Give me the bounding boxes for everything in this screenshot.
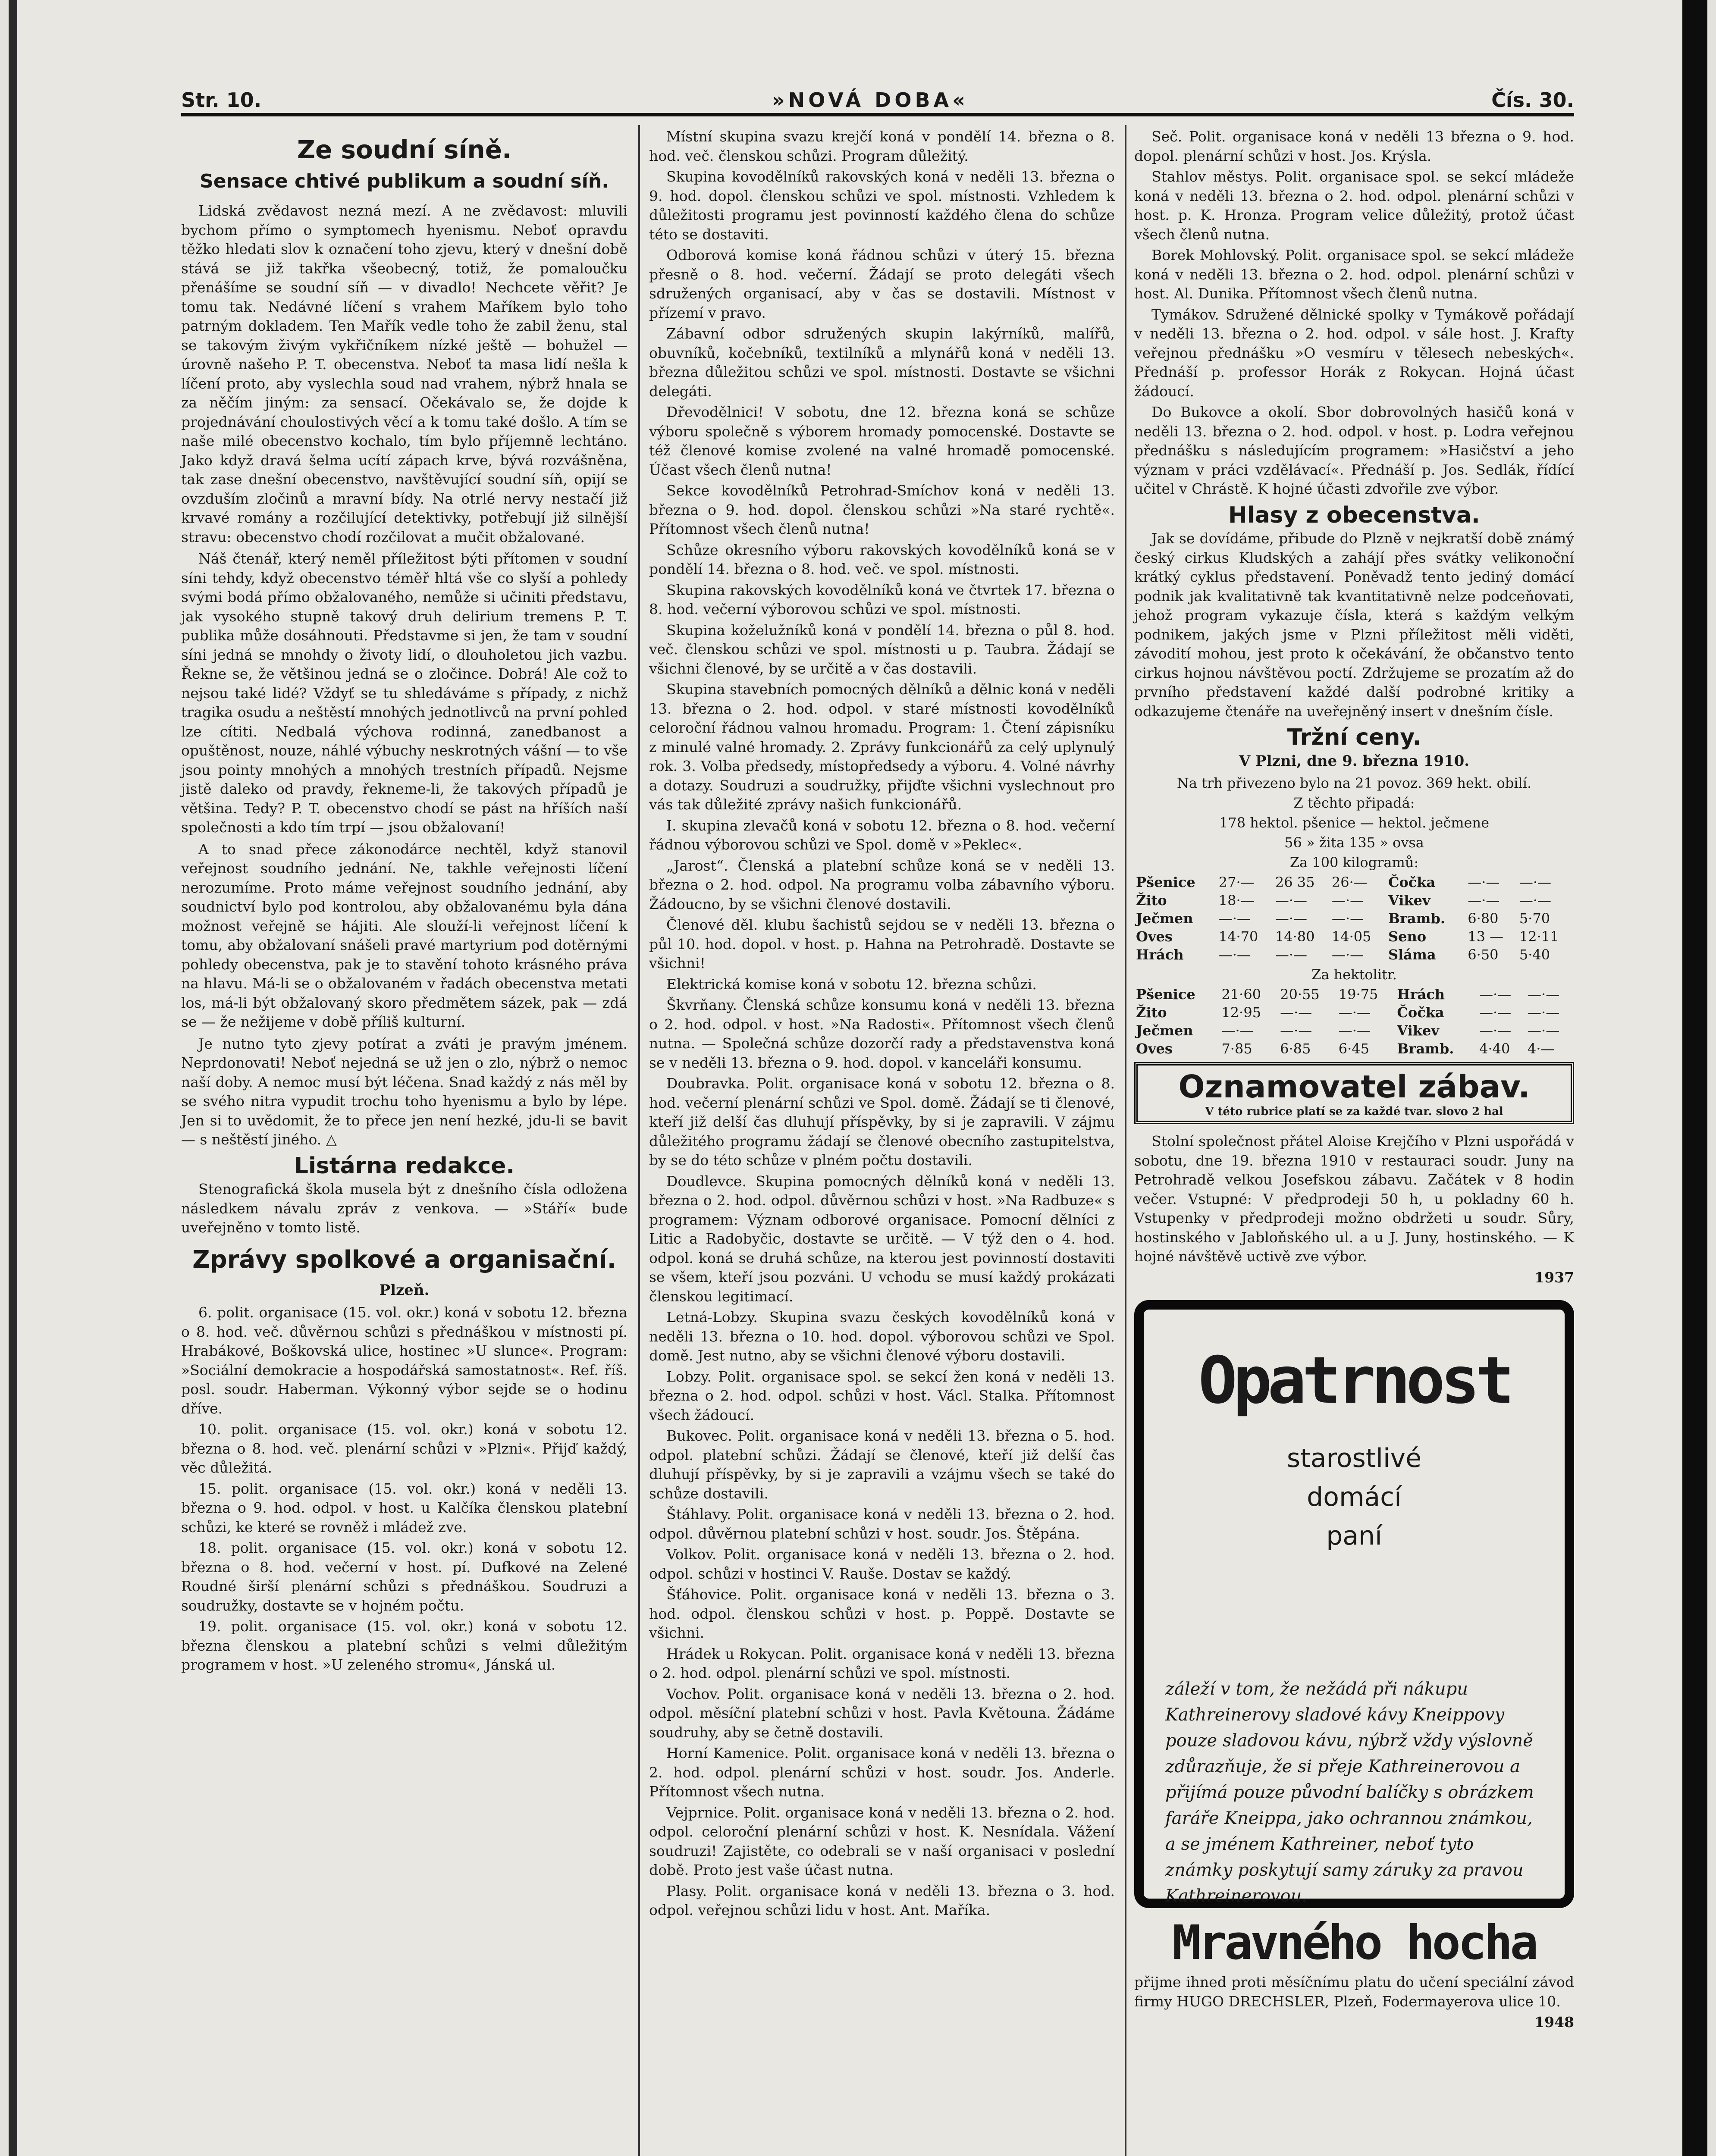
price-cell: —·— — [1218, 946, 1251, 963]
notice-item: Skupina stavebních pomocných dělníků a dělnic koná v neděli 13. března o 2. hod. odpol. v staré místnosti kovodělníků celoroční řádnou valnou hromadu. Program: 1. Čtení zápisníku z minulé valné hromady. 2. Zprávy funkcionářů za celý uplynulý rok. 3. Volba předsedy, místopředsedy a výboru. 4. Volné návrhy a dotazy. Soudruzi a soudružky, přijďte všichni vyslechnout pro vás tak důležité zprávy našich funkcionářů. — [649, 681, 1115, 813]
notice-item: Štáhlavy. Polit. organisace koná v neděli 13. března o 2. hod. odpol. důvěrnou platební schůzi v host. soudr. Jos. Štěpána. — [649, 1506, 1115, 1542]
location-heading-plzen: Plzeň. — [379, 1281, 430, 1299]
price-cell: —·— — [1468, 874, 1500, 890]
price-cell: 26 35 — [1275, 874, 1315, 890]
section-heading-zpravy: Zprávy spolkové a organisační. — [192, 1245, 616, 1274]
price-table-label: Za hektolitr. — [1311, 966, 1397, 983]
price-cell: Bramb. — [1388, 910, 1445, 927]
price-cell: Vikev — [1388, 892, 1431, 909]
notice-item: Bukovec. Polit. organisace koná v neděli 13. března o 5. hod. odpol. platební schůzi. Žádají se členové, kteří již delší čas dluhují příspěvky, by si je zapravili a vzájmu všech se také do schůze dostavili. — [649, 1427, 1115, 1502]
price-cell: 4·40 — [1479, 1040, 1510, 1057]
column-2 — [649, 127, 1115, 1922]
price-cell: 14·80 — [1275, 928, 1315, 945]
price-cell: —·— — [1280, 1004, 1312, 1021]
price-cell: 21·60 — [1221, 986, 1261, 1003]
price-table-hl — [1134, 985, 1574, 1058]
oznamovatel-number: 1937 — [1534, 1269, 1574, 1286]
market-summary-4: 56 » žita 135 » ovsa — [1284, 834, 1424, 851]
price-cell: 6·85 — [1280, 1040, 1311, 1057]
price-cell: —·— — [1280, 1022, 1312, 1039]
section-heading-listarna: Listárna redakce. — [294, 1153, 515, 1179]
price-cell: —·— — [1528, 1004, 1560, 1021]
notice-item: Doubravka. Polit. organisace koná v sobotu 12. března o 8. hod. večerní plenární schůzi ve Spol. domě. Žádají se ti členové, kteří již delší čas dluhují příspěvky, by si je zapravili. V zájmu důležitého programu žádají se členové obecního zastupitelstva, by se do této schůze v plném počtu dostavili. — [649, 1075, 1115, 1169]
section-heading-court: Ze soudní síně. — [297, 135, 512, 164]
column-3 — [1134, 127, 1574, 2032]
oznamovatel-text: Stolní společnost přátel Aloise Krejčího v Plzni uspořádá v sobotu, dne 19. března 1910 v restauraci soudr. Juny na Petrohradě velkou Josefskou zábavu. Začátek v 8 hodin večer. Vstupné: V předprodeji 50 h, u pokladny 60 h. Vstupenky v předprodeji možno obdržeti u soudr. Sůry, hostinského v Jabloňského ul. a u J. Juny, hostinského. — K hojné návštěvě uctivě zve výbor. — [1134, 1133, 1574, 1265]
listarna-text: Stenografická škola musela být z dnešního čísla odložena následkem návalu zpráv z venkova. — »Stáří« bude uveřejněno v tomto listě. — [181, 1181, 627, 1236]
article-paragraph-text: Je nutno tyto zjevy potírat a zváti je pravým jménem. Neprdonovati! Neboť nejedná se už jen o zlo, nýbrž o nemoc naší doby. A nemoc musí být léčena. Snad každý z nás měl by se svého nitra vypudit trochu toho hyenismu a bylo by lépe. Jen si to uvědomit, že to přece jen není hezké, jdu-li se bavit — s neštěstí jiného. — [181, 1035, 627, 1148]
price-cell: —·— — [1275, 910, 1307, 927]
price-cell: Sláma — [1388, 946, 1436, 963]
apprentice-number: 1948 — [1534, 2014, 1574, 2031]
apprentice-advert — [1134, 1912, 1574, 2032]
notice-item: 6. polit. organisace (15. vol. okr.) koná v sobotu 12. března o 8. hod. več. důvěrnou schůzi s přednáškou v místnosti pí. Hrabákové, Boškovská ulice, hostinec »U slunce«. Program: »Sociální demokracie a hospodářská samostatnost«. Ref. říš. posl. soudr. Haberman. Výkonný výbor sejde se o hodinu dříve. — [181, 1304, 627, 1417]
price-cell: 20·55 — [1280, 986, 1320, 1003]
notice-item: Škvrňany. Členská schůze konsumu koná v neděli 13. března o 2. hod. odpol. v host. »Na Radosti«. Přítomnost všech členů nutna. — Společná schůze dozorčí rady a představenstva koná se v neděli 13. března o 9. hod. dopol. v kanceláři konsumu. — [649, 997, 1115, 1071]
notice-item: Skupina koželužníků koná v pondělí 14. března o půl 8. hod. več. členskou schůzi ve spol. místnosti u p. Taubra. Žádají se všichni členové, by se určitě a v čas dostavili. — [649, 621, 1115, 677]
notice-item: Odborová komise koná řádnou schůzi v úterý 15. března přesně o 8. hod. večerní. Žádají se proto delegáti všech sdružených organisací, aby v čas se dostavili. Místnost v přízemí v pravo. — [649, 247, 1115, 321]
market-summary-5: Za 100 kilogramů: — [1289, 854, 1419, 871]
price-cell: 14·70 — [1218, 928, 1258, 945]
price-cell: 5·70 — [1519, 910, 1550, 927]
price-cell: 14·05 — [1331, 928, 1371, 945]
advert-line-1: starostlivé — [1286, 1443, 1422, 1473]
notice-item: Schůze okresního výboru rakovských kovodělníků koná se v pondělí 14. března o 8. hod. več. ve spol. místnosti. — [649, 541, 1115, 577]
price-cell: Ječmen — [1136, 1022, 1193, 1039]
price-cell: Žito — [1136, 1004, 1167, 1021]
article-paragraph — [181, 1034, 627, 1150]
notice-item: Seč. Polit. organisace koná v neděli 13 března o 9. hod. dopol. plenární schůzi v host. Jos. Krýsla. — [1134, 128, 1574, 164]
apprentice-headline: Mravného hocha — [1172, 1915, 1536, 1970]
advert-headline: Opatrnost — [1198, 1343, 1510, 1418]
notice-item: I. skupina zlevačů koná v sobotu 12. března o 8. hod. večerní řádnou výborovou schůzi ve Spol. domě v »Peklec«. — [649, 817, 1115, 853]
price-cell: —·— — [1528, 986, 1560, 1003]
notice-item: Skupina rakovských kovodělníků koná ve čtvrtek 17. března o 8. hod. večerní výborovou schůzi ve spol. místnosti. — [649, 581, 1115, 617]
section-heading-trzni-ceny: Tržní ceny. — [1287, 724, 1421, 750]
price-cell: —·— — [1331, 892, 1364, 909]
market-summary-1: Na trh přivezeno bylo na 21 povoz. 369 hekt. obilí. — [1176, 775, 1532, 791]
price-cell: —·— — [1479, 986, 1512, 1003]
price-cell: Žito — [1136, 892, 1167, 909]
price-cell: —·— — [1468, 892, 1500, 909]
notice-item: 15. polit. organisace (15. vol. okr.) koná v neděli 13. března o 9. hod. odpol. v host. u Kalčíka členskou platební schůzi, ke které se rovněž i mládež zve. — [181, 1480, 627, 1536]
notice-item: Zábavní odbor sdružených skupin lakýrníků, malířů, obuvníků, kočebníků, textilníků a mlynářů koná v neděli 13. března důležitou schůzi ve spol. místnosti. Dostavte se všichni delegáti. — [649, 325, 1115, 400]
notice-item: Stahlov městys. Polit. organisace spol. se sekcí mládeže koná v neděli 13. března o 2. hod. odpol. plenární schůzi v host. p. K. Hronza. Program velice důležitý, protož účast všech členů nutna. — [1134, 168, 1574, 243]
price-cell: Bramb. — [1397, 1040, 1454, 1057]
price-cell: 7·85 — [1221, 1040, 1252, 1057]
price-cell: Hrách — [1136, 946, 1184, 963]
price-row — [1134, 909, 1574, 928]
newspaper-title: »NOVÁ DOBA« — [772, 88, 969, 112]
price-cell: —·— — [1519, 892, 1552, 909]
notice-item: Horní Kamenice. Polit. organisace koná v neděli 13. března o 2. hod. odpol. plenární schůzi v host. soudr. Jos. Anderle. Přítomnost všech nutna. — [649, 1745, 1115, 1800]
price-cell: —·— — [1479, 1022, 1512, 1039]
price-row — [1134, 873, 1574, 891]
notice-item: „Jarost“. Členská a platební schůze koná se v neděli 13. března o 2. hod. odpol. Na programu volba zábavního výboru. Žádoucno, by se všichni členové dostavili. — [649, 857, 1115, 912]
column-divider-1 — [638, 125, 640, 2156]
price-cell: 18·— — [1218, 892, 1255, 909]
price-cell: —·— — [1221, 1022, 1254, 1039]
price-cell: Čočka — [1397, 1004, 1444, 1021]
section-heading-hlasy: Hlasy z obecenstva. — [1228, 502, 1480, 528]
notice-item: Skupina kovodělníků rakovských koná v neděli 13. března o 9. hod. dopol. členskou schůzi ve spol. místnosti. Vzhledem k důležitosti programu jest povinností každého člena do schůze této se dostaviti. — [649, 168, 1115, 243]
notice-item: Doudlevce. Skupina pomocných dělníků koná v neděli 13. března o 2. hod. odpol. důvěrnou schůzi v host. »Na Radbuze« s programem: Význam odborové organisace. Pomocní dělníci z Litic a Radobyčic, dostavte se určitě. — V týž den o 4. hod. odpol. koná se druhá schůze, na kterou jest povinností dostaviti se všem, kteří jsou pozváni. U vchodu se musí každý prokázati členskou legitimací. — [649, 1172, 1115, 1305]
article-subheading: Sensace chtivé publikum a soudní síň. — [200, 170, 609, 192]
price-cell: —·— — [1519, 874, 1552, 890]
price-cell: 4·— — [1528, 1040, 1555, 1057]
market-summary-3: 178 hektol. pšenice — hektol. ječmene — [1219, 815, 1490, 831]
price-cell: 12·11 — [1519, 928, 1559, 945]
oznamovatel-title: Oznamovatel zábav. — [1178, 1069, 1530, 1105]
price-cell: Vikev — [1397, 1022, 1439, 1039]
price-cell: 12·95 — [1221, 1004, 1261, 1021]
page-header — [181, 88, 1574, 114]
price-cell: 13 — — [1468, 928, 1504, 945]
notice-item: Vejprnice. Polit. organisace koná v neděli 13. března o 2. hod. odpol. celoroční plenární schůzi v host. K. Nesnídala. Vážení soudruzi! Zajistěte, co odebrali se v naší organisaci v poslední době. Proto jest vaše účast nutna. — [649, 1804, 1115, 1878]
price-table-kg — [1134, 873, 1574, 964]
price-row — [1134, 928, 1574, 946]
notice-item: 10. polit. organisace (15. vol. okr.) koná v sobotu 12. března o 8. hod. več. plenární schůzi v »Plzni«. Přijď každý, věc důležitá. — [181, 1421, 627, 1476]
column-divider-2 — [1125, 125, 1126, 2156]
price-cell: 5·40 — [1519, 946, 1550, 963]
price-row — [1134, 1022, 1574, 1040]
price-cell: Pšenice — [1136, 874, 1195, 890]
notice-item: Tymákov. Sdružené dělnické spolky v Tymákově pořádají v neděli 13. března o 2. hod. odpol. v sále host. J. Krafty veřejnou přednášku »O vesmíru v tělesech nebeských«. Přednáší p. professor Horák z Rokycan. Hojná účast žádoucí. — [1134, 306, 1574, 400]
newspaper-page — [9, 0, 1707, 2156]
market-summary-2: Z těchto připadá: — [1293, 795, 1415, 811]
price-row — [1134, 1003, 1574, 1022]
price-row — [1134, 946, 1574, 964]
price-cell: 26·— — [1331, 874, 1368, 890]
price-cell: Hrách — [1397, 986, 1445, 1003]
oznamovatel-subtitle: V této rubrice platí se za každé tvar. slovo 2 hal — [1205, 1105, 1503, 1118]
issue-number: Čís. 30. — [1491, 88, 1574, 112]
price-cell: 6·45 — [1338, 1040, 1369, 1057]
notice-item: Šťáhovice. Polit. organisace koná v neděli 13. března o 3. hod. odpol. členskou schůzi v host. p. Poppě. Dostavte se všichni. — [649, 1586, 1115, 1641]
triangle-mark: △ — [326, 1131, 337, 1148]
advert-line-2: domácí — [1307, 1482, 1402, 1512]
article-paragraph: Lidská zvědavost nezná mezí. A ne zvědavost: mluvili bychom přímo o symptomech hyenismu. Neboť opravdu těžko hledati slov k označení toho zjevu, který v dnešní době stává se již takřka všeobecný, totiž, že pomaloučku přenášíme se soudní síň — v divadlo! Nechcete věřit? Je tomu tak. Nedávné líčení s vrahem Maříkem bylo toho patrným dokladem. Ten Mařík vedle toho že zabil ženu, stal se takovým živým vykřičníkem nízké ještě — bohužel — úrovně našeho P. T. obecenstva. Neboť ta masa lidí nešla k líčení proto, aby vyslechla soud nad vrahem, nýbrž hnala se za něčím jiným: za sensací. Očekávalo se, že dojde k projednávání choulostivých věcí a k tomu také došlo. A tím se naše milé obecenstvo kochalo, tím bylo příjemně lechtáno. Jako když dravá šelma ucítí zápach krve, bývá rozvášněna, tak zase dnešní obecenstvo, navštěvující soudní síň, opijí se ovzduším zločinů a mravní bídy. Na otrlé nervy nestačí již krvavé romány a rozčilující detektivky, potřebují již silnější stravu: obecenstvo chodí rozčilovat a mučit obžalované. — [181, 202, 627, 545]
notice-item: Dřevodělnici! V sobotu, dne 12. března koná se schůze výboru společně s výborem hromady pomocenské. Dostavte se též členové komise zvolené na valné hromadě pomocenské. Účast všech členů nutna! — [649, 404, 1115, 478]
price-cell: —·— — [1275, 946, 1307, 963]
header-rule — [181, 113, 1574, 116]
price-cell: 6·80 — [1468, 910, 1499, 927]
price-cell: Čočka — [1388, 874, 1436, 890]
notice-item: Členové děl. klubu šachistů sejdou se v neděli 13. března o půl 10. hod. dopol. v host. p. Hahna na Petrohradě. Dostavte se všichni! — [649, 916, 1115, 971]
notice-item: 19. polit. organisace (15. vol. okr.) koná v sobotu 12. března členskou a platební schůzi s velmi důležitým programem v host. »U zeleného stromu«, Jánská ul. — [181, 1618, 627, 1673]
price-cell: 27·— — [1218, 874, 1255, 890]
price-cell: 6·50 — [1468, 946, 1499, 963]
advert-line-3: paní — [1326, 1521, 1382, 1551]
notice-item: Sekce kovodělníků Petrohrad-Smíchov koná v neděli 13. března o 9. hod. dopol. členskou schůzi »Na staré rychtě«. Přítomnost všech členů nutna! — [649, 482, 1115, 537]
price-row — [1134, 1040, 1574, 1058]
notice-item: Volkov. Polit. organisace koná v neděli 13. března o 2. hod. odpol. schůzi v hostinci V. Rauše. Dostav se každý. — [649, 1546, 1115, 1582]
price-row — [1134, 985, 1574, 1003]
article-paragraph: A to snad přece zákonodárce nechtěl, když stanovil veřejnost soudního jednání. Ne, takhle veřejnosti líčení nerozumíme. Proto máme veřejnost soudního jednání, aby soudnictví bylo pod kontrolou, aby obžalovanému byla dána možnost veřejně se hájiti. Ale slouží-li veřejnost líčení k tomu, aby obžalovaní snášeli pravé martyrium pod dotěrnými pohledy obecenstva, pak je to stavění tohoto krásného práva na hlavu. Má-li se o obžalovaném v řadách obecenstva metati los, má-li být obžalovaný skoro předmětem sázek, pak — zdá se — že nežijeme v době příliš kulturní. — [181, 840, 627, 1030]
price-cell: —·— — [1331, 910, 1364, 927]
notice-item: 18. polit. organisace (15. vol. okr.) koná v sobotu 12. března o 8. hod. večerní v host. pí. Dufkové na Zelené Roudné širší plenární schůzi s přednáškou. Soudruzi a soudružky, dostavte se v hojném počtu. — [181, 1539, 627, 1614]
price-cell: —·— — [1331, 946, 1364, 963]
left-scan-edge — [9, 0, 17, 2156]
notice-item: Lobzy. Polit. organisace spol. se sekcí žen koná v neděli 13. března o 2. hod. odpol. schůzi v host. Václ. Stalka. Přítomnost všech žádoucí. — [649, 1368, 1115, 1423]
price-cell: —·— — [1275, 892, 1307, 909]
hlasy-text: Jak se dovídáme, přibude do Plzně v nejkratší době známý český cirkus Kludských a zahájí přes svátky velikonoční krátký cyklus představení. Poněvadž tento jediný domácí podnik jak kvalitativně tak kvantitativně nelze podceňovati, jehož program vykazuje čísla, která s každým velkým podnikem, jakých jsme v Plzni příležitost měli viděti, závodití mohou, jest proto k očekávání, že občanstvo tento cirkus hojnou návštěvou poctí. Zdržujeme se prozatím až do prvního představení každé další podrobné kritiky a odkazujeme čtenáře na uveřejněný insert v dnešním čísle. — [1134, 530, 1574, 720]
notice-item: Borek Mohlovský. Polit. organisace spol. se sekcí mládeže koná v neděli 13. března o 2. hod. odpol. plenární schůzi v host. Al. Dunika. Přítomnost všech členů nutna. — [1134, 247, 1574, 302]
notice-item: Místní skupina svazu krejčí koná v pondělí 14. března o 8. hod. več. členskou schůzi. Program důležitý. — [649, 128, 1115, 164]
price-cell: —·— — [1218, 910, 1251, 927]
price-cell: 19·75 — [1338, 986, 1378, 1003]
price-cell: —·— — [1338, 1004, 1371, 1021]
column-1 — [181, 127, 627, 1677]
notice-item: Vochov. Polit. organisace koná v neděli 13. března o 2. hod. odpol. měsíční platební schůzi v host. Pavla Květouna. Žádáme soudruhy, aby se četně dostavili. — [649, 1685, 1115, 1741]
article-paragraph: Náš čtenář, který neměl příležitost býti přítomen v soudní síni tehdy, když obecenstvo téměř hltá vše co slyší a pohledy svými bodá přímo obžalovaného, nemůže si učiniti představu, jak vysokého stupně takový druh delirium tremens P. T. publika může dosáhnouti. Představme si jen, že tam v soudní síni jedná se mnohdy o životy lidí, o dlouholetou jich vazbu. Řekne se, že většinou jedná se o zločince. Dobrá! Ale což to nejsou také lidé? Vždyť se tu shledáváme s případy, z nichž tragika osudu a neštěstí mnohých jednotlivců na první pohled lze cítiti. Nedbalá výchova rodinná, zanedbanost a opuštěnost, nouze, náhlé výbuchy neskrotných vášní — to vše jsou pointy mnohých a mnohých trestních případů. Nejsme jistě daleko od pravdy, řekneme-li, že takových případů je většina. Tedy? P. T. obecenstvo chodí se pást na hříších naší společnosti a kdo tím trpí — jsou obžalovaní! — [181, 550, 627, 836]
notice-item: Letná-Lobzy. Skupina svazu českých kovodělníků koná v neděli 13. března o 10. hod. dopol. výborovou schůzi ve Spol. domě. Jest nutno, aby se všichni členové výboru dostavili. — [649, 1309, 1115, 1364]
oznamovatel-box — [1134, 1062, 1574, 1124]
price-cell: —·— — [1338, 1022, 1371, 1039]
right-scan-edge — [1682, 0, 1707, 2156]
advert-body: záleží v tom, že nežádá při nákupu Kathreinerovy sladové kávy Kneippovy pouze sladovou kávu, nýbrž vždy výslovně zdůrazňuje, že si přeje Kathreinerovou a přijímá pouze původní balíčky s obrázkem faráře Kneippa, jako ochrannou známkou, a se jménem Kathreiner, neboť tyto známky poskytují samy záruky za pravou Kathreinerovou. — [1165, 1679, 1534, 1906]
notice-item: Plasy. Polit. organisace koná v neděli 13. března o 3. hod. odpol. veřejnou schůzi lidu v host. Ant. Maříka. — [649, 1882, 1115, 1918]
notice-item: Do Bukovce a okolí. Sbor dobrovolných hasičů koná v neděli 13. března o 2. hod. odpol. v host. p. Lodra veřejnou přednášku s následujícím programem: »Hasičství a jeho význam v práci vzdělávací«. Přednáší p. Jos. Sedlák, řídící učitel v Chrástě. K hojné účasti zdvořile zve výbor. — [1134, 404, 1574, 497]
notice-item: Elektrická komise koná v sobotu 12. března schůzi. — [666, 975, 1037, 993]
price-cell: —·— — [1528, 1022, 1560, 1039]
price-cell: Oves — [1136, 928, 1173, 945]
apprentice-text: přijme ihned proti měsíčnímu platu do učení speciální závod firmy HUGO DRECHSLER, Plzeň, Fodermayerova ulice 10. — [1134, 1974, 1574, 2010]
price-cell: Pšenice — [1136, 986, 1195, 1003]
price-cell: —·— — [1479, 1004, 1512, 1021]
page-number: Str. 10. — [181, 88, 262, 112]
price-cell: Ječmen — [1136, 910, 1193, 927]
price-row — [1134, 891, 1574, 909]
notice-item: Hrádek u Rokycan. Polit. organisace koná v neděli 13. března o 2. hod. odpol. plenární schůzi ve spol. místnosti. — [649, 1645, 1115, 1681]
price-cell: Seno — [1388, 928, 1427, 945]
price-cell: Oves — [1136, 1040, 1173, 1057]
market-date: V Plzni, dne 9. března 1910. — [1239, 752, 1470, 770]
kathreiner-advert — [1134, 1300, 1574, 1908]
